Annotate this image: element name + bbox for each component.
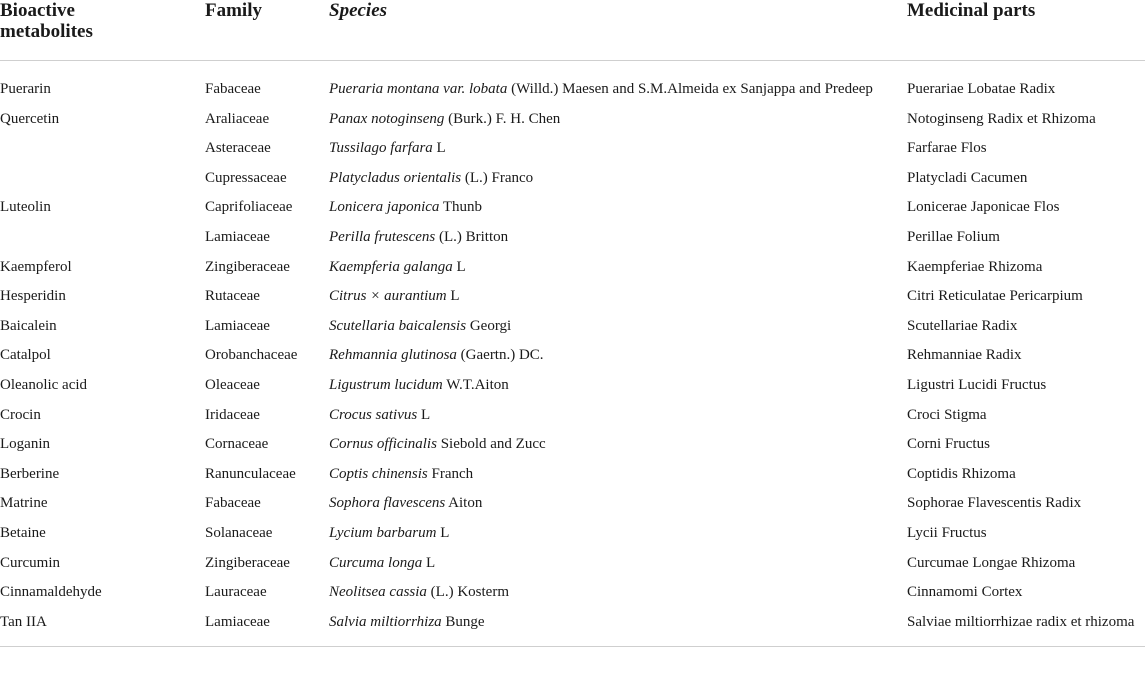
- species-author: Georgi: [466, 317, 512, 334]
- species-name: Scutellaria baicalensis: [329, 317, 467, 334]
- species-name: Kaempferia galanga: [329, 258, 453, 275]
- cell-metabolite: Loganin: [0, 436, 50, 453]
- cell-medicinal-part: Coptidis Rhizoma: [907, 465, 1016, 482]
- cell-medicinal-part: Curcumae Longae Rhizoma: [907, 554, 1076, 571]
- species-author: (L.) Franco: [461, 169, 534, 186]
- cell-family: Solanaceae: [205, 524, 273, 541]
- cell-species: [329, 61, 907, 104]
- species-name: Salvia miltiorrhiza: [329, 613, 442, 630]
- table-row: [0, 577, 1145, 607]
- cell-metabolite: Kaempferol: [0, 258, 72, 275]
- table-row: [0, 548, 1145, 578]
- cell-family: Lamiaceae: [205, 607, 329, 647]
- table-row: [0, 429, 1145, 459]
- cell-metabolite: Crocin: [0, 406, 41, 423]
- header-metabolites-line2: metabolites: [0, 21, 93, 42]
- species-author: (L.) Britton: [435, 228, 509, 245]
- cell-species: [329, 370, 907, 400]
- species-author: Franch: [427, 465, 474, 482]
- cell-species: [329, 429, 907, 459]
- cell-family: Rutaceae: [205, 288, 260, 305]
- species-author: (Burk.) F. H. Chen: [444, 110, 561, 127]
- cell-species: [329, 163, 907, 193]
- table-row: [0, 607, 1145, 647]
- header-family: Family: [205, 0, 329, 61]
- cell-family: Araliaceae: [205, 110, 270, 127]
- cell-species: [329, 281, 907, 311]
- table-row: [0, 222, 1145, 252]
- table-row: [0, 163, 1145, 193]
- species-author: L: [422, 554, 436, 571]
- cell-medicinal-part: Farfarae Flos: [907, 140, 987, 157]
- cell-family: Lamiaceae: [205, 317, 270, 334]
- cell-family: Cupressaceae: [205, 169, 287, 186]
- cell-metabolite: Oleanolic acid: [0, 376, 88, 393]
- species-name: Neolitsea cassia: [329, 584, 427, 601]
- table-row: [0, 192, 1145, 222]
- cell-family: Lauraceae: [205, 584, 267, 601]
- species-name: Lycium barbarum: [329, 524, 437, 541]
- table-row: [0, 61, 1145, 104]
- cell-metabolite: Cinnamaldehyde: [0, 584, 102, 601]
- cell-species: [329, 548, 907, 578]
- cell-metabolite: [0, 222, 205, 252]
- cell-medicinal-part: Platycladi Cacumen: [907, 169, 1028, 186]
- species-author: L: [446, 288, 460, 305]
- cell-medicinal-part: Lonicerae Japonicae Flos: [907, 199, 1060, 216]
- header-species: Species: [329, 0, 907, 61]
- species-name: Ligustrum lucidum: [329, 376, 443, 393]
- table-row: [0, 488, 1145, 518]
- table-row: [0, 400, 1145, 430]
- cell-metabolite: Catalpol: [0, 347, 51, 364]
- header-medicinal-parts: Medicinal parts: [907, 0, 1145, 61]
- cell-family: Fabaceae: [205, 81, 261, 97]
- cell-family: Asteraceae: [205, 140, 271, 157]
- table-row: [0, 104, 1145, 134]
- cell-medicinal-part: Lycii Fructus: [907, 524, 987, 541]
- cell-medicinal-part: Scutellariae Radix: [907, 317, 1018, 334]
- table-row: [0, 340, 1145, 370]
- cell-species: [329, 577, 907, 607]
- cell-family: Fabaceae: [205, 495, 261, 512]
- species-name: Platycladus orientalis: [329, 169, 462, 186]
- cell-medicinal-part: Sophorae Flavescentis Radix: [907, 495, 1082, 512]
- cell-family: Lamiaceae: [205, 228, 270, 245]
- cell-metabolite: Curcumin: [0, 554, 60, 571]
- cell-family: Iridaceae: [205, 406, 260, 423]
- cell-species: [329, 518, 907, 548]
- cell-species: [329, 252, 907, 282]
- species-author: L: [436, 524, 450, 541]
- cell-metabolite: Luteolin: [0, 199, 51, 216]
- table-row: [0, 281, 1145, 311]
- species-name: Rehmannia glutinosa: [329, 347, 457, 364]
- cell-medicinal-part: Corni Fructus: [907, 436, 990, 453]
- table-row: [0, 518, 1145, 548]
- cell-metabolite: Matrine: [0, 495, 48, 512]
- species-author: (Willd.) Maesen and S.M.Almeida ex Sanjappa and Predeep: [507, 81, 873, 97]
- cell-family: Zingiberaceae: [205, 554, 290, 571]
- species-name: Sophora flavescens: [329, 495, 446, 512]
- cell-medicinal-part: Puerariae Lobatae Radix: [907, 81, 1056, 97]
- cell-metabolite: Hesperidin: [0, 288, 66, 305]
- cell-metabolite: [0, 163, 205, 193]
- cell-family: Caprifoliaceae: [205, 199, 293, 216]
- cell-species: [329, 400, 907, 430]
- cell-medicinal-part: Citri Reticulatae Pericarpium: [907, 288, 1083, 305]
- species-author: Siebold and Zucc: [436, 436, 546, 453]
- cell-species: [329, 459, 907, 489]
- header-bioactive-metabolites: [0, 0, 205, 61]
- cell-family: Oleaceae: [205, 376, 260, 393]
- species-author: Aiton: [445, 495, 483, 512]
- cell-metabolite: Quercetin: [0, 110, 60, 127]
- species-name: Cornus officinalis: [329, 436, 437, 453]
- cell-metabolite: Berberine: [0, 465, 60, 482]
- cell-species: [329, 133, 907, 163]
- species-name: Pueraria montana var. lobata: [329, 81, 508, 97]
- species-author: Bunge: [441, 613, 485, 630]
- cell-family: Orobanchaceae: [205, 347, 298, 364]
- species-author: W.T.Aiton: [442, 376, 509, 393]
- header-row: [0, 0, 1145, 61]
- table-row: [0, 459, 1145, 489]
- table-row: [0, 252, 1145, 282]
- table-body: [0, 61, 1145, 647]
- cell-medicinal-part: Rehmanniae Radix: [907, 347, 1022, 364]
- cell-metabolite: Puerarin: [0, 81, 51, 97]
- cell-medicinal-part: Croci Stigma: [907, 406, 987, 423]
- species-name: Coptis chinensis: [329, 465, 428, 482]
- table-header: [0, 0, 1145, 61]
- species-author: L: [417, 406, 431, 423]
- cell-metabolite: [0, 133, 205, 163]
- cell-medicinal-part: Salviae miltiorrhizae radix et rhizoma: [907, 607, 1145, 647]
- species-name: Citrus × aurantium: [329, 288, 447, 305]
- cell-medicinal-part: Notoginseng Radix et Rhizoma: [907, 110, 1096, 127]
- species-author: (Gaertn.) DC.: [456, 347, 544, 364]
- cell-species: [329, 607, 907, 647]
- cell-metabolite: Betaine: [0, 524, 46, 541]
- table-row: [0, 311, 1145, 341]
- species-name: Panax notoginseng: [329, 110, 445, 127]
- cell-species: [329, 222, 907, 252]
- species-name: Tussilago farfara: [329, 140, 433, 157]
- cell-family: Zingiberaceae: [205, 258, 290, 275]
- cell-medicinal-part: Cinnamomi Cortex: [907, 584, 1023, 601]
- species-author: (L.) Kosterm: [426, 584, 509, 601]
- cell-family: Ranunculaceae: [205, 465, 296, 482]
- cell-metabolite: Baicalein: [0, 317, 57, 334]
- species-name: Crocus sativus: [329, 406, 418, 423]
- cell-family: Cornaceae: [205, 436, 269, 453]
- cell-medicinal-part: Kaempferiae Rhizoma: [907, 258, 1043, 275]
- cell-species: [329, 488, 907, 518]
- cell-medicinal-part: Ligustri Lucidi Fructus: [907, 376, 1047, 393]
- species-name: Curcuma longa: [329, 554, 423, 571]
- species-name: Lonicera japonica: [329, 199, 440, 216]
- cell-species: [329, 340, 907, 370]
- cell-species: [329, 192, 907, 222]
- cell-medicinal-part: Perillae Folium: [907, 228, 1000, 245]
- species-name: Perilla frutescens: [329, 228, 436, 245]
- table-row: [0, 370, 1145, 400]
- cell-metabolite: Tan IIA: [0, 607, 205, 647]
- species-author: L: [432, 140, 446, 157]
- species-author: Thunb: [439, 199, 483, 216]
- cell-species: [329, 311, 907, 341]
- cell-species: [329, 104, 907, 134]
- table-row: [0, 133, 1145, 163]
- species-author: L: [452, 258, 466, 275]
- header-metabolites-line1: Bioactive: [0, 0, 75, 21]
